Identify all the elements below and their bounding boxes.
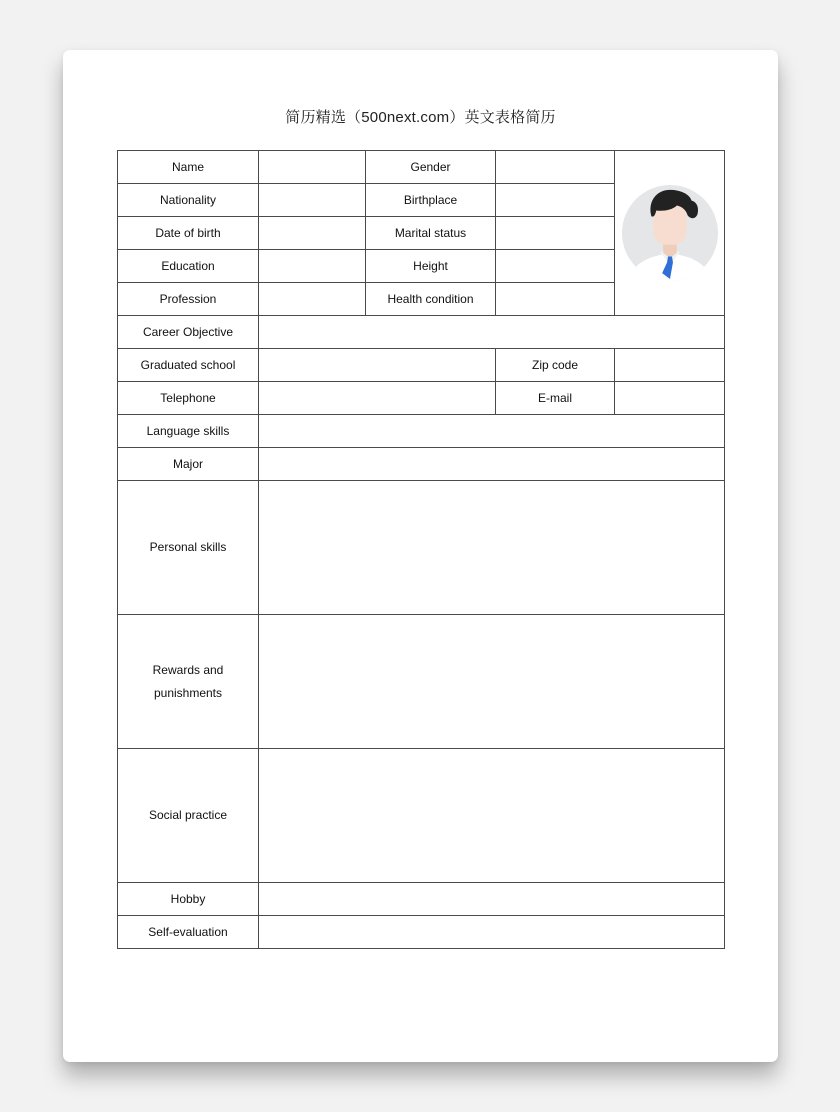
- table-row: [118, 316, 725, 349]
- height-field[interactable]: [496, 250, 615, 283]
- hobby-field[interactable]: [259, 883, 725, 916]
- name-label: Name: [118, 151, 259, 184]
- avatar-icon: [621, 184, 719, 282]
- major-field[interactable]: [259, 448, 725, 481]
- rewards-and-punishments-label: [118, 615, 259, 749]
- personal-skills-field[interactable]: [259, 481, 725, 615]
- table-row: [118, 916, 725, 949]
- nationality-label: Nationality: [118, 184, 259, 217]
- document-title: 简历精选（500next.com）英文表格简历: [285, 109, 556, 126]
- graduated-school-field[interactable]: [259, 349, 496, 382]
- table-row: [118, 349, 725, 382]
- marital-status-field[interactable]: [496, 217, 615, 250]
- social-practice-field[interactable]: [259, 749, 725, 883]
- career-objective-field[interactable]: [259, 316, 725, 349]
- hobby-label: Hobby: [118, 883, 259, 916]
- table-row: [118, 151, 725, 184]
- table-row: [118, 415, 725, 448]
- personal-skills-label: Personal skills: [118, 481, 259, 615]
- table-row: [118, 749, 725, 883]
- date-of-birth-label: Date of birth: [118, 217, 259, 250]
- self-evaluation-field[interactable]: [259, 916, 725, 949]
- rewards-and-punishments-field[interactable]: [259, 615, 725, 749]
- rewards-label-line2: punishments: [153, 685, 223, 700]
- date-of-birth-field[interactable]: [259, 217, 366, 250]
- height-label: Height: [366, 250, 496, 283]
- birthplace-label: Birthplace: [366, 184, 496, 217]
- table-row: [118, 382, 725, 415]
- gender-label: Gender: [366, 151, 496, 184]
- education-field[interactable]: [259, 250, 366, 283]
- photo-cell[interactable]: [615, 151, 725, 316]
- table-row: [118, 883, 725, 916]
- zip-code-label: Zip code: [496, 349, 615, 382]
- resume-page: [63, 50, 778, 1062]
- health-condition-field[interactable]: [496, 283, 615, 316]
- telephone-field[interactable]: [259, 382, 496, 415]
- email-field[interactable]: [615, 382, 725, 415]
- telephone-label: Telephone: [118, 382, 259, 415]
- resume-table: [117, 150, 725, 949]
- email-label: E-mail: [496, 382, 615, 415]
- career-objective-label: Career Objective: [118, 316, 259, 349]
- graduated-school-label: Graduated school: [118, 349, 259, 382]
- table-row: [118, 481, 725, 615]
- rewards-label-line1: Rewards and: [152, 662, 224, 677]
- marital-status-label: Marital status: [366, 217, 496, 250]
- social-practice-label: Social practice: [118, 749, 259, 883]
- profession-label: Profession: [118, 283, 259, 316]
- nationality-field[interactable]: [259, 184, 366, 217]
- gender-field[interactable]: [496, 151, 615, 184]
- education-label: Education: [118, 250, 259, 283]
- health-condition-label: Health condition: [366, 283, 496, 316]
- profession-field[interactable]: [259, 283, 366, 316]
- self-evaluation-label: Self-evaluation: [118, 916, 259, 949]
- language-skills-field[interactable]: [259, 415, 725, 448]
- birthplace-field[interactable]: [496, 184, 615, 217]
- language-skills-label: Language skills: [118, 415, 259, 448]
- name-field[interactable]: [259, 151, 366, 184]
- table-row: [118, 448, 725, 481]
- table-row: [118, 615, 725, 749]
- major-label: Major: [118, 448, 259, 481]
- zip-code-field[interactable]: [615, 349, 725, 382]
